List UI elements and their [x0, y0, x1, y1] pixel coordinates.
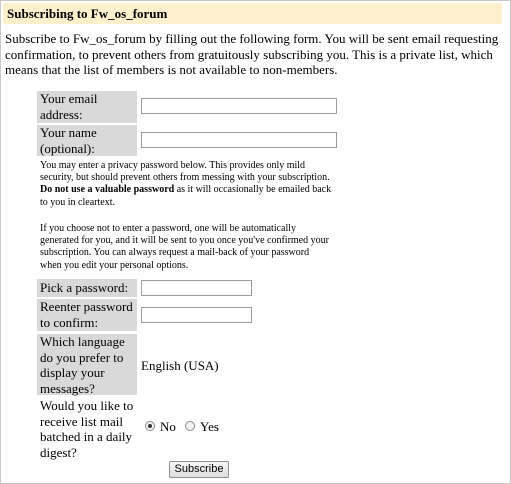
password-label [37, 279, 137, 297]
privacy-note-text: as it will occasionally be emailed back [174, 184, 332, 196]
privacy-note [40, 160, 370, 209]
page-title: Subscribing to Fw_os_forum [7, 6, 168, 21]
intro-line: confirmation, to prevent others from gratuitously subscribing you. This is a private list, which [5, 46, 493, 62]
subscribe-button[interactable]: Subscribe [169, 461, 229, 478]
digest-yes-radio[interactable] [185, 421, 195, 431]
digest-no-label: No [160, 419, 176, 434]
intro-line: Subscribe to Fw_os_forum by filling out the following form. You will be sent email requesting [5, 31, 499, 46]
digest-label-line: Would you like to [40, 398, 134, 413]
language-value: English (USA) [141, 358, 219, 373]
name-label [37, 125, 137, 156]
privacy-note-line: You may enter a privacy password below. This provides only mild [40, 160, 306, 171]
auto-note-line: subscription. You can always request a mail-back of your password [40, 247, 310, 259]
confirm-password-label [37, 299, 137, 331]
confirm-password-input[interactable] [141, 307, 252, 323]
privacy-note-line: to you in cleartext. [40, 196, 115, 208]
name-label-line: (optional): [40, 140, 95, 156]
email-input[interactable] [141, 98, 337, 114]
password-input[interactable] [141, 280, 252, 296]
digest-label [37, 398, 137, 460]
privacy-warning: Do not use a valuable password [40, 184, 175, 196]
email-label [37, 91, 137, 123]
page-header [3, 3, 502, 24]
language-label-line: messages? [40, 380, 95, 396]
intro-line: means that the list of members is not available to non-members. [5, 62, 338, 77]
language-label-line: display your [40, 365, 105, 380]
email-label-line: Your email [40, 91, 98, 106]
auto-note-line: when you edit your personal options. [40, 259, 189, 271]
email-label-line: address: [40, 106, 83, 122]
privacy-note-line [40, 184, 370, 196]
auto-note-line: If you choose not to enter a password, one will be automatically [40, 223, 297, 234]
language-label-line: do you prefer to [40, 349, 124, 365]
digest-no-radio[interactable] [145, 421, 155, 431]
confirm-label-line: to confirm: [40, 314, 99, 330]
name-label-line: Your name [40, 125, 97, 140]
auto-note-line: generated for you, and it will be sent to you once you've confirmed your [40, 235, 329, 247]
digest-label-line: batched in a daily [40, 429, 133, 444]
auto-password-note [40, 223, 370, 272]
password-label-text: Pick a password: [40, 280, 129, 295]
privacy-note-line: security, but should prevent others from messing with your subscription. [40, 172, 330, 184]
digest-label-line: digest? [40, 444, 77, 460]
name-input[interactable] [141, 132, 337, 148]
confirm-label-line: Reenter password [40, 299, 133, 314]
intro-text [5, 31, 505, 78]
language-label [37, 334, 137, 395]
digest-yes-label: Yes [200, 419, 219, 434]
digest-label-line: receive list mail [40, 413, 124, 429]
language-label-line: Which language [40, 334, 125, 349]
